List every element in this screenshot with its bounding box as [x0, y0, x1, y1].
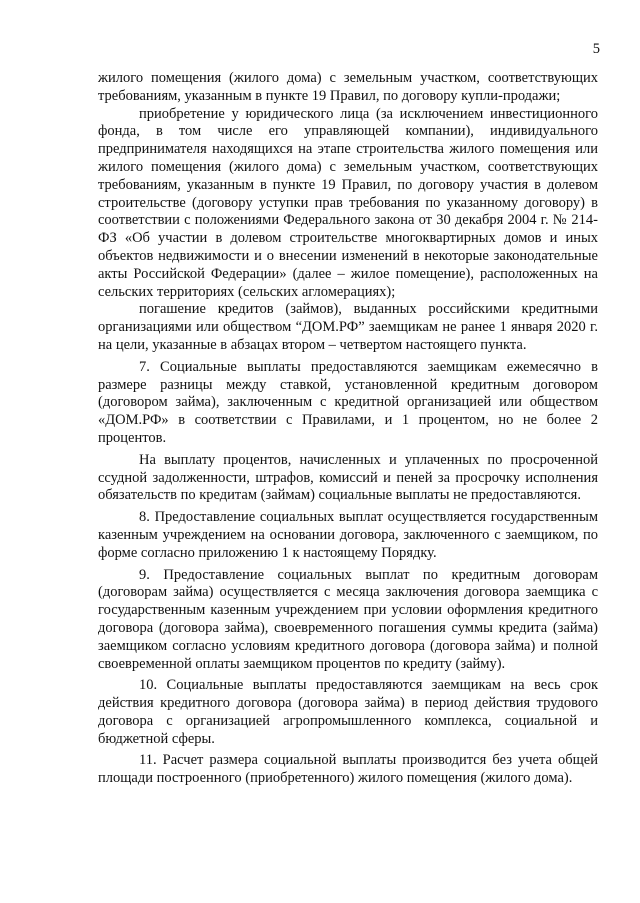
paragraph-item-11: 11. Расчет размера социальной выплаты производится без учета общей площади построенного (приобретенного) жилого помещения (жилого дома). [98, 752, 598, 787]
paragraph-loan-repayment: погашение кредитов (займов), выданных российскими кредитными организациями или обществом “ДОМ.РФ” заемщикам не ранее 1 января 2020 г. на цели, указанные в абзацах втором – четвертом настоящего пункта. [98, 301, 598, 353]
paragraph-continuation: жилого помещения (жилого дома) с земельным участком, соответствующих требованиям, указанным в пункте 19 Правил, по договору купли-продажи; [98, 70, 598, 104]
paragraph-item-9: 9. Предоставление социальных выплат по кредитным договорам (договорам займа) осуществляется с месяца заключения договора заемщика с государственным казенным учреждением при условии оформления кредитного договора (договора займа), своевременного погашения суммы кредита (займа) заемщиком согласно условиям кредитного договора (договора займа) и полной своевременной оплаты заемщиком процентов по кредиту (займу). [98, 566, 598, 672]
page-number: 5 [592, 41, 600, 57]
document-body [98, 70, 598, 788]
paragraph-item-7: 7. Социальные выплаты предоставляются заемщикам ежемесячно в размере разницы между ставкой, установленной кредитным договором (договором займа), заключенным с кредитной организацией или обществом «ДОМ.РФ» в соответствии с Правилами, и 1 процентом, но не более 2 процентов. [98, 358, 598, 446]
paragraph-overdue-interest: На выплату процентов, начисленных и уплаченных по просроченной ссудной задолженности, штрафов, комиссий и пеней за просрочку исполнения обязательств по кредитам (займам) социальные выплаты не предоставляются. [98, 451, 598, 504]
paragraph-item-8: 8. Предоставление социальных выплат осуществляется государственным казенным учреждением на основании договора, заключенного с заемщиком, по форме согласно приложению 1 к настоящему Порядку. [98, 509, 598, 561]
paragraph-item-10: 10. Социальные выплаты предоставляются заемщикам на весь срок действия кредитного договора (договора займа) в период действия трудового договора с организацией агропромышленного комплекса, социальной и бюджетной сферы. [98, 677, 598, 747]
paragraph-acquisition-from-legal-entity: приобретение у юридического лица (за исключением инвестиционного фонда, в том числе его управляющей компании), индивидуального предпринимателя находящихся на этапе строительства жилого помещения или жилого помещения (жилого дома) с земельным участком, соответствующих требованиям, указанным в пункте 19 Правил, по договору участия в долевом строительстве (договору уступки прав требования по указанному договору) в соответствии с положениями Федерального закона от 30 декабря 2004 г. № 214-ФЗ «Об участии в долевом строительстве многоквартирных домов и иных объектов недвижимости и о внесении изменений в некоторые законодательные акты Российской Федерации» (далее – жилое помещение), расположенных на сельских территориях (сельских агломерациях); [98, 105, 598, 300]
